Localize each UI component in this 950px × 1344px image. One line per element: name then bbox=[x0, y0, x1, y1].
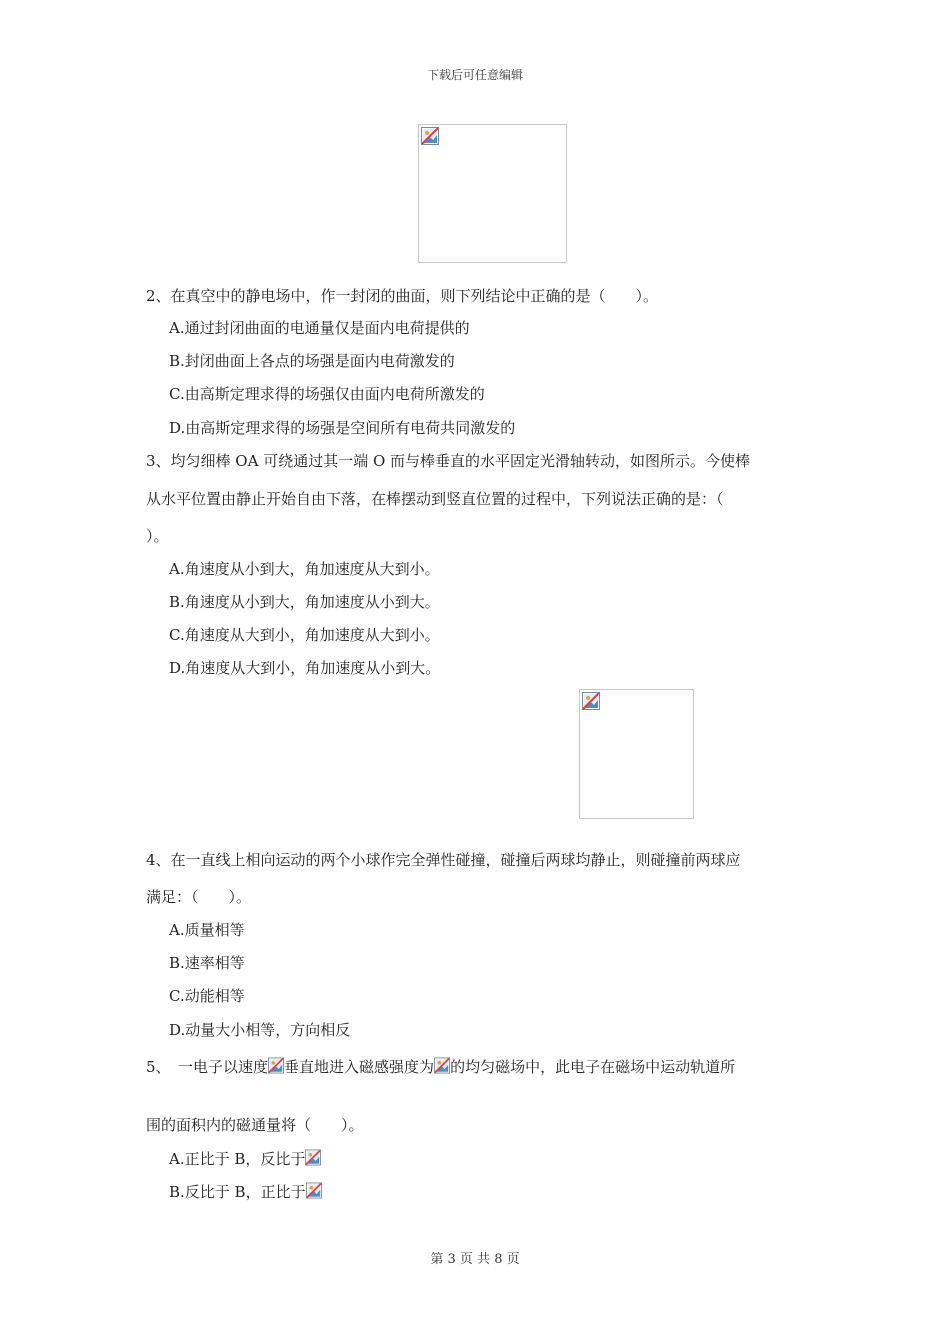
question-5-option-b-text: B.反比于 B，正比于 bbox=[169, 1183, 306, 1201]
question-3-option-c: C.角速度从大到小，角加速度从大到小。 bbox=[169, 626, 440, 644]
question-2-option-c: C.由高斯定理求得的场强仅由面内电荷所激发的 bbox=[169, 385, 485, 403]
question-3-text-line-3: ）。 bbox=[146, 527, 169, 545]
question-5-text-part-2: 垂直地进入磁感强度为 bbox=[284, 1058, 435, 1076]
question-5-option-b bbox=[169, 1182, 322, 1202]
question-3-text-line-2: 从水平位置由静止开始自由下落，在棒摆动到竖直位置的过程中，下列说法正确的是：（ bbox=[146, 490, 724, 508]
question-4-text-line-2: 满足：（ ）。 bbox=[146, 888, 252, 906]
option-b-symbol-image bbox=[306, 1182, 322, 1199]
option-a-symbol-image bbox=[305, 1149, 321, 1166]
question-2-option-a: A.通过封闭曲面的电通量仅是面内电荷提供的 bbox=[169, 319, 470, 337]
question-3-option-d: D.角速度从大到小，角加速度从小到大。 bbox=[169, 659, 441, 677]
question-2-text: 2、在真空中的静电场中，作一封闭的曲面，则下列结论中正确的是（ ）。 bbox=[146, 287, 659, 305]
question-3-option-a: A.角速度从小到大，角加速度从大到小。 bbox=[169, 560, 440, 578]
question-5-option-a bbox=[169, 1149, 321, 1169]
question-5-text-part-1: 5、 一电子以速度 bbox=[146, 1058, 269, 1076]
broken-image-icon bbox=[434, 1057, 450, 1074]
question-3-option-b: B.角速度从小到大，角加速度从小到大。 bbox=[169, 593, 440, 611]
figure-placeholder-1 bbox=[418, 124, 567, 263]
question-5-text-line-2: 围的面积内的磁通量将（ ）。 bbox=[146, 1116, 364, 1134]
question-2-option-d: D.由高斯定理求得的场强是空间所有电荷共同激发的 bbox=[169, 419, 516, 437]
velocity-symbol-image bbox=[268, 1057, 284, 1074]
question-4-option-a: A.质量相等 bbox=[169, 921, 245, 939]
broken-image-icon bbox=[421, 127, 439, 145]
broken-image-icon bbox=[306, 1182, 322, 1199]
question-4-option-c: C.动能相等 bbox=[169, 987, 245, 1005]
question-4-text-line-1: 4、在一直线上相向运动的两个小球作完全弹性碰撞，碰撞后两球均静止，则碰撞前两球应 bbox=[146, 851, 741, 869]
magnetic-field-symbol-image bbox=[434, 1057, 450, 1074]
page-footer: 第 3 页 共 8 页 bbox=[430, 1252, 520, 1267]
question-4-option-b: B.速率相等 bbox=[169, 954, 245, 972]
broken-image-icon bbox=[305, 1149, 321, 1166]
question-5-text-part-3: 的均匀磁场中，此电子在磁场中运动轨道所 bbox=[450, 1058, 736, 1076]
figure-placeholder-2 bbox=[579, 689, 694, 819]
question-4-option-d: D.动量大小相等，方向相反 bbox=[169, 1021, 351, 1039]
page-header: 下载后可任意编辑 bbox=[426, 68, 523, 82]
broken-image-icon bbox=[268, 1057, 284, 1074]
question-2-option-b: B.封闭曲面上各点的场强是面内电荷激发的 bbox=[169, 352, 455, 370]
question-5-option-a-text: A.正比于 B，反比于 bbox=[169, 1150, 306, 1168]
question-5-text-line-1 bbox=[146, 1057, 735, 1077]
question-3-text-line-1: 3、均匀细棒 OA 可绕通过其一端 O 而与棒垂直的水平固定光滑轴转动，如图所示。今使棒 bbox=[146, 452, 751, 470]
broken-image-icon bbox=[582, 692, 600, 710]
